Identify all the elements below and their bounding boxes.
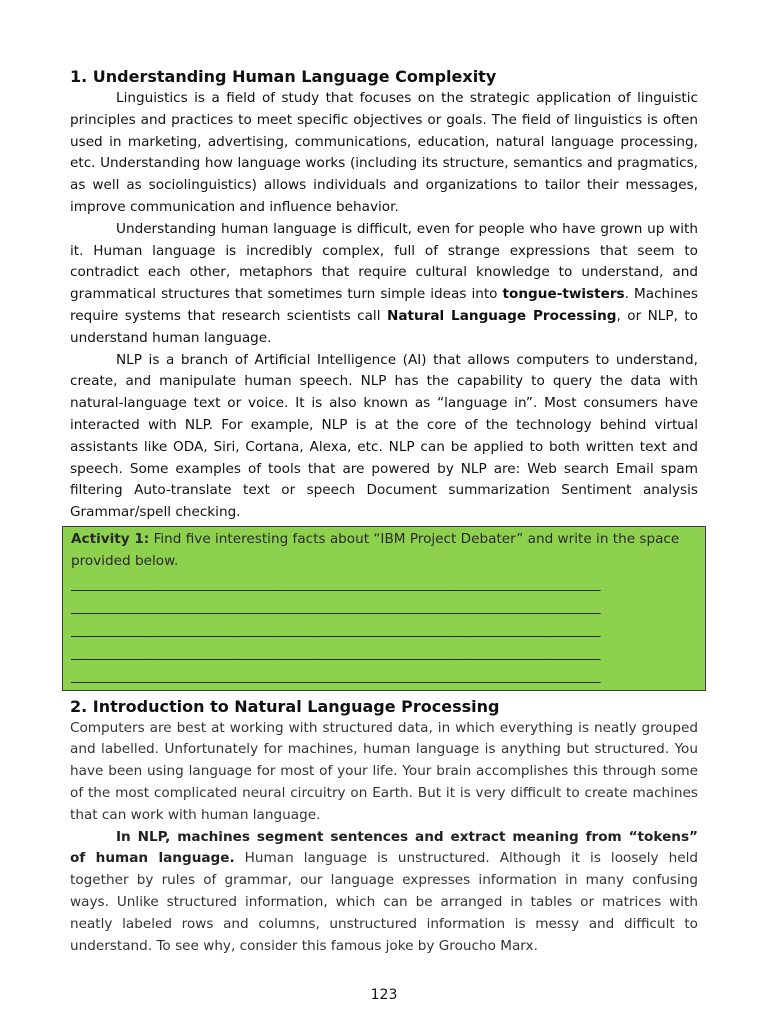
section-2-paragraph-1: Computers are best at working with structured data, in which everything is neatly grouped and labelled. Unfortunately for machines, human language is anything but structured. You have been using language for most of your life. Your brain accomplishes this through some of the most complicated neural circuitry on Earth. But it is very difficult to create machines that can work with human language. — [70, 719, 698, 823]
section-1-heading: 1. Understanding Human Language Complexity — [70, 67, 497, 86]
bold-term-nlp: Natural Language Processing — [386, 307, 617, 324]
answer-line-3[interactable]: ____________________________________________________________________________________ — [71, 621, 600, 638]
activity-label: Activity 1: — [71, 530, 150, 547]
text-run: Understanding human language is difficult, even for people who have grown up with it. Human language is incredibly complex, full of strange expressions that seem to contradict each other, metaphors that require cultural knowledge to understand, and grammatical structures that sometimes turn simple ideas into — [70, 220, 698, 303]
document-page — [70, 66, 698, 957]
section-2-body — [70, 718, 698, 958]
text-run: , or NLP, to understand human language. — [70, 307, 698, 346]
answer-line-5[interactable]: ____________________________________________________________________________________ — [71, 667, 600, 684]
answer-line-2[interactable]: ____________________________________________________________________________________ — [71, 598, 600, 615]
text-run: . Machines require systems that research scientists call — [70, 286, 699, 324]
section-1-paragraph-1: Linguistics is a field of study that focuses on the strategic application of linguistic principles and practices to meet specific objectives or goals. The field of linguistics is often used in marketing, advertising, communications, education, natural language processing, etc. Understanding how language works (including its structure, semantics and pragmatics, as well as sociolinguistics) allows individuals and organizations to tailor their messages, improve communication and influence behavior. — [70, 90, 698, 215]
page-number: 123 — [370, 987, 398, 1003]
answer-line-1[interactable]: ____________________________________________________________________________________ — [71, 575, 600, 592]
activity-prompt — [71, 529, 697, 573]
answer-line-4[interactable]: ____________________________________________________________________________________ — [71, 644, 600, 661]
section-1-paragraph-3: NLP is a branch of Artificial Intelligence (AI) that allows computers to understand, create, and manipulate human speech. NLP has the capability to query the data with natural-language text or voice. It is also known as “language in”. Most consumers have interacted with NLP. For example, NLP is at the core of the technology behind virtual assistants like ODA, Siri, Cortana, Alexa, etc. NLP can be applied to both written text and speech. Some examples of tools that are powered by NLP are: Web search Email spam filtering Auto-translate text or speech Document summarization Sentiment analysis Grammar/spell checking. — [70, 351, 698, 521]
section-2-paragraph-2 — [70, 827, 698, 958]
activity-text: Find five interesting facts about “IBM Project Debater” and write in the space provided below. — [71, 530, 680, 569]
bold-sentence: In NLP, machines segment sentences and extract meaning from “tokens” of human language. — [70, 828, 698, 867]
text-run: Human language is unstructured. Although it is loosely held together by rules of grammar, our language expresses information in many confusing ways. Unlike structured information, which can be arranged in tables or matrices with neatly labeled rows and columns, unstructured information is messy and difficult to understand. To see why, consider this famous joke by Groucho Marx. — [70, 850, 698, 954]
bold-term-tongue-twisters: tongue-twisters — [502, 286, 625, 303]
section-2-heading: 2. Introduction to Natural Language Processing — [70, 696, 500, 716]
section-1-paragraph-2 — [70, 219, 698, 350]
activity-box — [62, 526, 706, 691]
